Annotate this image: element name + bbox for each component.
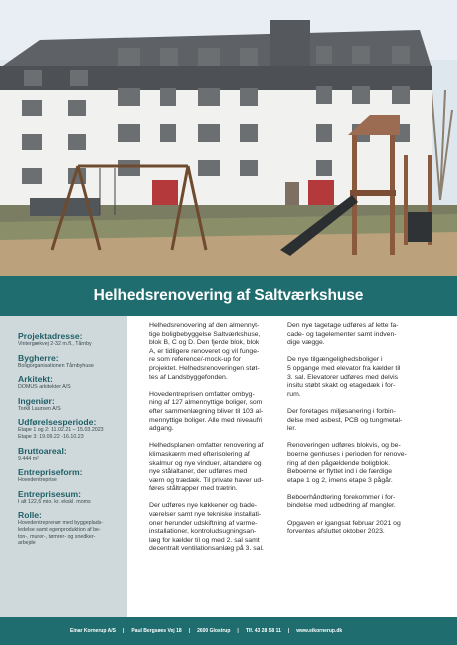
fact-label: Bruttoareal: [18, 445, 67, 456]
fact-udfoerelsesperiode [18, 417, 127, 440]
footer-city: 2600 Glostrup [197, 628, 231, 634]
body-paragraph: Der foretages miljøsanering i forbin- delse med asbest, PCB og tungmetal- ler. [287, 407, 403, 433]
fact-value: I alt 122,6 mio. kr. ekskl. moms [18, 498, 91, 505]
fact-label: Rolle: [18, 510, 42, 521]
fact-bygherre [18, 353, 127, 370]
fact-label: Projektadresse: [18, 331, 83, 341]
fact-value: 9.444 m² [18, 455, 39, 462]
fact-label: Arkitekt: [18, 374, 53, 385]
fact-value: Torkil Laursen A/S [18, 405, 61, 412]
footer-company: Einar Kornerup A/S [70, 628, 116, 634]
body-column-right [287, 322, 421, 545]
fact-projektadresse [18, 331, 127, 348]
fact-label: Entrepriseform: [18, 467, 83, 478]
body-paragraph: Beboerhåndtering forekommer i for- bindelse med udbedring af mangler. [287, 493, 396, 510]
body-paragraph: Der udføres nye køkkener og bade- værelser samt nye tekniske installati- oner herunder udskiftning af varme- installationer, kontroludsugningsan- læg for kælder til og med 2. sal samt decentralt ventilationsanlæg på 3. sal. [149, 502, 264, 553]
footer-website-link[interactable]: www.eikornerup.dk [296, 628, 343, 634]
footer-contact-bar [0, 617, 457, 645]
body-paragraph: Den nye tagetage udføres af lette fa- cade- og tagelementer samt indven- dige vægge. [287, 322, 399, 347]
body-paragraph: Hovedentreprisen omfatter ombyg- ning af 127 almennyttige boliger, som efter sammenlægning bliver til 103 al- mennyttige boliger. Alle med niveaufri adgang. [149, 390, 264, 433]
body-paragraph: Helhedsplanen omfatter renovering af klimaskærm med efterisolering af skalmur og nye vinduer, altandøre og nye stålaltaner, der udføres med værn og trædæk. Til private haver ud- føres ståltrapper med trætrin. [149, 442, 264, 493]
footer-separator: | [122, 628, 125, 634]
footer-separator: | [237, 628, 239, 634]
fact-value: DOMUS arkitekter A/S [18, 384, 71, 391]
fact-value: Boligorganisationen Tårnbyhuse [18, 362, 94, 369]
fact-value: Hovedentreprenør med byggeplads- ledelse samt egenproduktion af be- ton-, murer-, tømrer- og snedker- arbejde [18, 520, 104, 547]
project-facts-sidebar [0, 316, 127, 617]
fact-entrepriseform [18, 467, 127, 484]
fact-label: Udførelsesperiode: [18, 417, 97, 428]
building-photo [0, 0, 457, 276]
fact-rolle [18, 510, 127, 546]
footer-street: Paul Bergsøes Vej 18 [131, 628, 182, 634]
fact-arkitekt [18, 374, 127, 391]
fact-value: Hovedentreprise [18, 477, 57, 484]
fact-label: Bygherre: [18, 352, 59, 363]
fact-label: Ingeniør: [18, 395, 55, 406]
fact-entreprisesum [18, 489, 127, 506]
body-paragraph: Renoveringen udføres blokvis, og be- boerne genhuses i perioden for renove- ring af den pågældende boligblok. Beboerne er flyttet ind i de færdige etape 1 og 2, imens etape 3 pågår. [287, 442, 407, 484]
footer-separator: | [188, 628, 191, 634]
body-paragraph: De nye tilgængelighedsboliger i 5 opgange med elevator fra kælder til 3. sal. Elevatorer udføres med delvis insitu støbt skakt og etagedæk i for- rum. [287, 356, 401, 398]
body-paragraph: Helhedsrenovering af den almennyt- tige boligbebyggelse Saltværkshuse, blok B, C og D. Den fjerde blok, blok A, er tidligere renoveret og vil funge- re som reference/-mock-up for projektet. Helhedsrenoveringen støt- tes af Landsbyggefonden. [149, 322, 261, 381]
fact-label: Entreprisesum: [18, 488, 82, 499]
fact-bruttoareal [18, 446, 127, 463]
footer-separator: | [287, 628, 290, 634]
fact-ingenioer [18, 396, 127, 413]
fact-value: Etape 1 og 2: 11.02.21 – 15.03.2023 Etape 3: 19.09.22 -16.10.23 [18, 427, 104, 440]
footer-phone: Tlf. 43 28 58 11 [245, 628, 281, 634]
body-paragraph: Opgaven er igangsat februar 2021 og forventes afsluttet oktober 2023. [287, 519, 401, 536]
fact-value: Vintergækvej 2-32 m.fl., Tårnby [18, 341, 92, 347]
body-column-left [149, 322, 277, 563]
title-band [0, 276, 457, 316]
page-title: Helhedsrenovering af Saltværkshuse [93, 287, 364, 304]
